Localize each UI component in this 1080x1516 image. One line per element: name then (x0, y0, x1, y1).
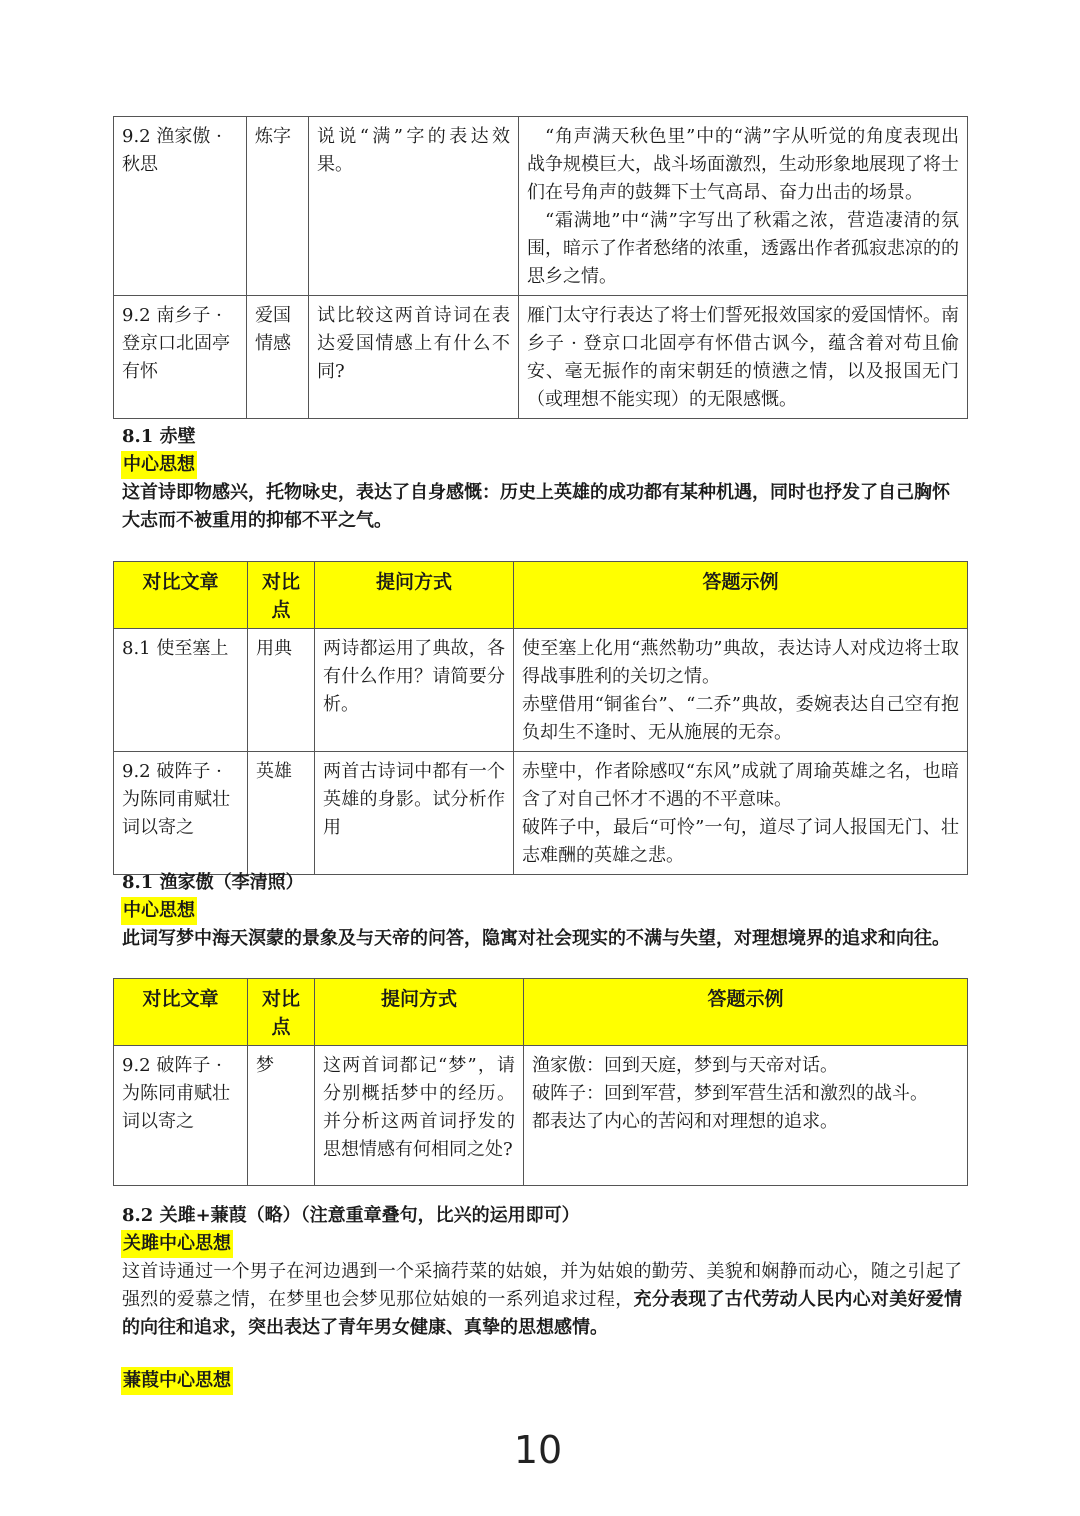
table-row (114, 117, 968, 296)
question-cell: 试比较这两首诗词在表达爱国情感上有什么不同? (309, 296, 519, 419)
answer-cell: 赤壁中，作者除感叹“东风”成就了周瑜英雄之名，也暗含了对自己怀才不遇的不平意味。 破阵子中，最后“可怜”一句，道尽了词人报国无门、壮志难酬的英雄之悲。 (514, 752, 968, 875)
question-cell: 两首古诗词中都有一个英雄的身影。试分析作用 (315, 752, 514, 875)
header-cell: 对比文章 (114, 562, 248, 629)
point-cell: 爱国情感 (247, 296, 309, 419)
table-header-row (114, 562, 968, 629)
table-compare-3 (113, 978, 968, 1186)
header-cell: 对比文章 (114, 979, 248, 1046)
header-cell: 提问方式 (315, 979, 524, 1046)
answer-cell: 使至塞上化用“燕然勒功”典故，表达诗人对戍边将士取得战事胜利的关切之情。 赤壁借用“铜雀台”、“二乔”典故，委婉表达自己空有抱负却生不逢时、无从施展的无奈。 (514, 629, 968, 752)
table-row (114, 1046, 968, 1186)
article-cell: 9.2 破阵子 ·为陈同甫赋壮词以寄之 (114, 752, 248, 875)
point-cell: 用典 (248, 629, 315, 752)
article-cell: 9.2 破阵子 ·为陈同甫赋壮词以寄之 (114, 1046, 248, 1186)
table-compare-2 (113, 561, 968, 875)
page-number: 10 (513, 1428, 563, 1472)
point-cell: 英雄 (248, 752, 315, 875)
answer-cell: 渔家傲：回到天庭，梦到与天帝对话。 破阵子：回到军营，梦到军营生活和激烈的战斗。 都表达了内心的苦闷和对理想的追求。 (524, 1046, 968, 1186)
table-row (114, 629, 968, 752)
point-cell: 炼字 (247, 117, 309, 296)
header-cell: 答题示例 (524, 979, 968, 1046)
header-cell: 答题示例 (514, 562, 968, 629)
section-text: 此词写梦中海天溟蒙的景象及与天帝的问答，隐寓对社会现实的不满与失望，对理想境界的追求和向往。 (122, 928, 950, 949)
answer-cell: “角声满天秋色里”中的“满”字从听觉的角度表现出战争规模巨大，战斗场面激烈，生动形象地展现了将士们在号角声的鼓舞下士气高昂、奋力出击的场景。 “霜满地”中“满”字写出了秋霜之浓，营造凄清的氛围，暗示了作者愁绪的浓重，透露出作者孤寂悲凉的的思乡之情。 (519, 117, 968, 296)
question-cell: 说说“满”字的表达效果。 (309, 117, 519, 296)
header-cell: 对比点 (248, 562, 315, 629)
highlight-label: 中心思想 (121, 451, 197, 479)
question-cell: 这两首词都记“梦”，请分别概括梦中的经历。并分析这两首词抒发的思想情感有何相同之处? (315, 1046, 524, 1186)
highlight-label: 关雎中心思想 (121, 1230, 233, 1258)
article-cell: 8.1 使至塞上 (114, 629, 248, 752)
section-text: 这首诗即物感兴，托物咏史，表达了自身感慨：历史上英雄的成功都有某种机遇，同时也抒发了自己胸怀大志而不被重用的抑郁不平之气。 (122, 482, 950, 531)
header-cell: 提问方式 (315, 562, 514, 629)
answer-cell: 雁门太守行表达了将士们誓死报效国家的爱国情怀。南乡子 · 登京口北固亭有怀借古讽今，蕴含着对苟且偷安、毫无振作的南宋朝廷的愤懑之情，以及报国无门（或理想不能实现）的无限感慨。 (519, 296, 968, 419)
highlight-label: 中心思想 (121, 897, 197, 925)
section-text: 这首诗通过一个男子在河边遇到一个采摘荇菜的姑娘，并为姑娘的勤劳、美貌和娴静而动心，随之引起了强烈的爱慕之情，在梦里也会梦见那位姑娘的一系列追求过程，充分表现了古代劳动人民内心对美好爱情的向往和追求，突出表达了青年男女健康、真挚的思想感情。 (122, 1261, 963, 1338)
header-cell: 对比点 (248, 979, 315, 1046)
table-row (114, 752, 968, 875)
table-row (114, 296, 968, 419)
highlight-label: 蒹葭中心思想 (121, 1367, 233, 1395)
question-cell: 两诗都运用了典故，各有什么作用？请简要分析。 (315, 629, 514, 752)
article-cell: 9.2 南乡子 ·登京口北固亭有怀 (114, 296, 247, 419)
section-title: 8.1 赤壁 (122, 426, 196, 447)
table-header-row (114, 979, 968, 1046)
table-compare-1 (113, 116, 968, 419)
section-title: 8.2 关雎+蒹葭（略）（注意重章叠句，比兴的运用即可） (122, 1205, 580, 1226)
point-cell: 梦 (248, 1046, 315, 1186)
section-title: 8.1 渔家傲（李清照） (122, 872, 304, 893)
article-cell: 9.2 渔家傲 ·秋思 (114, 117, 247, 296)
